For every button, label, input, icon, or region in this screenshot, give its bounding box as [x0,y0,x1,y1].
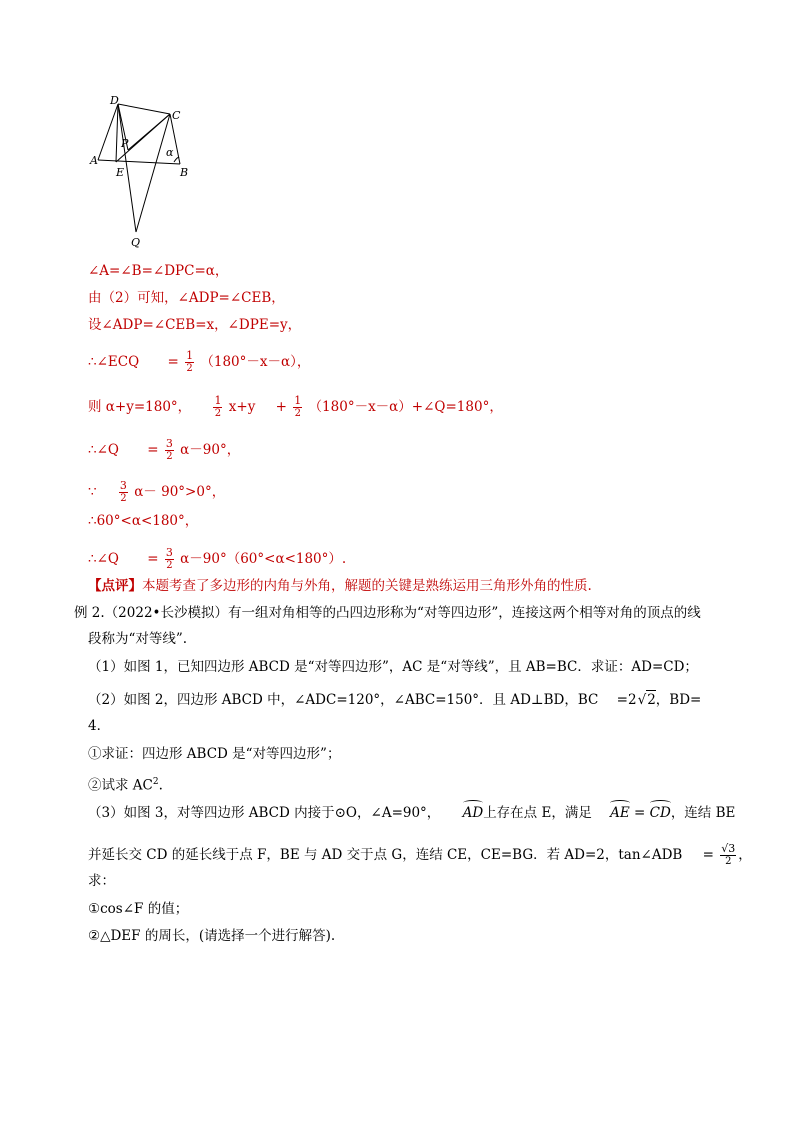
example2-answer-2: ②△DEF 的周长，(请选择一个进行解答). [88,928,336,944]
solution-line-7 [88,480,225,505]
label-A: A [90,154,98,167]
solution-line-2: 由（2）可知，∠ADP=∠CEB， [88,290,285,306]
l6-pre: ∴∠Q [88,442,119,458]
p4-post: ， [738,847,752,863]
l9-eq: = [147,551,159,567]
example2-q2 [88,773,163,795]
p3-arc-CD: CD [649,805,671,821]
p2-radicand: 2 [647,692,656,708]
label-alpha: α [166,146,174,159]
p4-pre: 并延长交 CD 的延长线于点 F，BE 与 AD 交于点 G，连结 CE，CE=BG．若 AD=2，tan∠ADB [88,847,683,863]
l4-post: （180°－x－α）， [200,354,311,370]
example2-intro-1: 例 2.（2022•长沙模拟）有一组对角相等的凸四边形称为“对等四边形”，连接这两个相等对角的顶点的线 [74,605,701,621]
l6-fraction: $\frac{3}{2}$ [165,437,173,462]
example2-ask: 求： [88,873,115,889]
solution-line-5 [88,395,503,420]
p2-pre: （2）如图 2，四边形 ABCD 中，∠ADC=120°，∠ABC=150°．且 AD⊥BD，BC [88,692,599,708]
solution-line-1: ∠A=∠B=∠DPC=α， [88,263,229,279]
solution-line-8: ∴60°<α<180°， [88,513,199,529]
label-E: E [116,166,125,179]
edge-C-Q [136,114,170,232]
example2-q1: ①求证：四边形 ABCD 是“对等四边形”； [88,746,341,762]
l9-fraction: $\frac{3}{2}$ [165,546,173,571]
p4-fraction: $\frac{√3}{2}$ [721,842,736,867]
edge-D-E [116,104,118,162]
l7-fraction: $\frac{3}{2}$ [119,479,127,504]
comment-text: 本题考查了多边形的内角与外角，解题的关键是熟练运用三角形外角的性质. [142,578,592,594]
solution-line-3: 设∠ADP=∠CEB=x，∠DPE=y， [88,317,302,333]
p3-arc-AE: AE [610,805,630,821]
angle-alpha-arc [174,158,179,163]
example2-part-2b: 4． [88,718,111,734]
p2-eq: =2 [616,692,637,708]
l9-pre: ∴∠Q [88,551,119,567]
l9-post: α－90°（60°<α<180°）. [180,551,347,567]
geometry-figure [88,92,208,252]
l5-fraction-1: $\frac{1}{2}$ [214,394,222,419]
l5-mid: x+y [228,399,256,415]
l5-post: （180°－x－α）+∠Q=180°， [308,399,503,415]
l4-fraction: $\frac{1}{2}$ [186,349,194,374]
l5-fraction-2: $\frac{1}{2}$ [294,394,302,419]
l5-pre: 则 α+y=180°， [88,399,192,415]
solution-line-4 [88,350,310,375]
example2-part-1: （1）如图 1，已知四边形 ABCD 是“对等四边形”，AC 是“对等线”，且 AB=BC．求证：AD=CD； [88,659,698,675]
l6-post: α－90°， [180,442,241,458]
edge-A-D [98,104,118,160]
p3-post: ，连结 BE [670,805,736,821]
edge-A-B [98,160,180,164]
label-C: C [172,109,181,122]
example2-intro-2: 段称为“对等线”. [88,631,188,647]
example2-part-3 [88,804,735,822]
label-D: D [110,94,119,107]
solution-line-6 [88,438,240,463]
l6-eq: = [147,442,159,458]
p3-arc-AD: AD [462,805,484,821]
q2-pre: ②试求 AC [88,777,153,794]
l7-mid: α－ [134,484,157,500]
p4-eq: = [702,847,714,863]
l7-post: 90°>0°， [161,484,226,500]
comment-tag: 【点评】 [88,578,142,594]
label-B: B [180,166,189,179]
label-P: P [121,137,129,150]
example2-part-2: （2）如图 2，四边形 ABCD 中，∠ADC=120°，∠ABC=150°．且 AD⊥BD，BC =2√2，BD= [88,692,702,708]
l4-pre: ∴∠ECQ [88,354,140,370]
label-Q: Q [131,236,141,249]
p3-pre: （3）如图 3，对等四边形 ABCD 内接于⊙O，∠A=90°， [88,805,441,821]
p2-post: ，BD= [655,692,702,708]
example2-part-3b [88,843,752,868]
edge-D-C [118,104,170,114]
solution-line-9 [88,547,346,572]
comment-line [88,577,592,595]
q2-post: . [158,777,163,794]
l7-pre: ∵ [88,484,97,500]
l5-plus: + [275,399,287,415]
p3-mid: 上存在点 E，满足 [483,805,592,821]
example2-answer-1: ①cos∠F 的值； [88,901,189,917]
p3-eq: = [629,805,650,821]
q2-sup: 2 [152,777,159,787]
l4-eq: = [167,354,179,370]
